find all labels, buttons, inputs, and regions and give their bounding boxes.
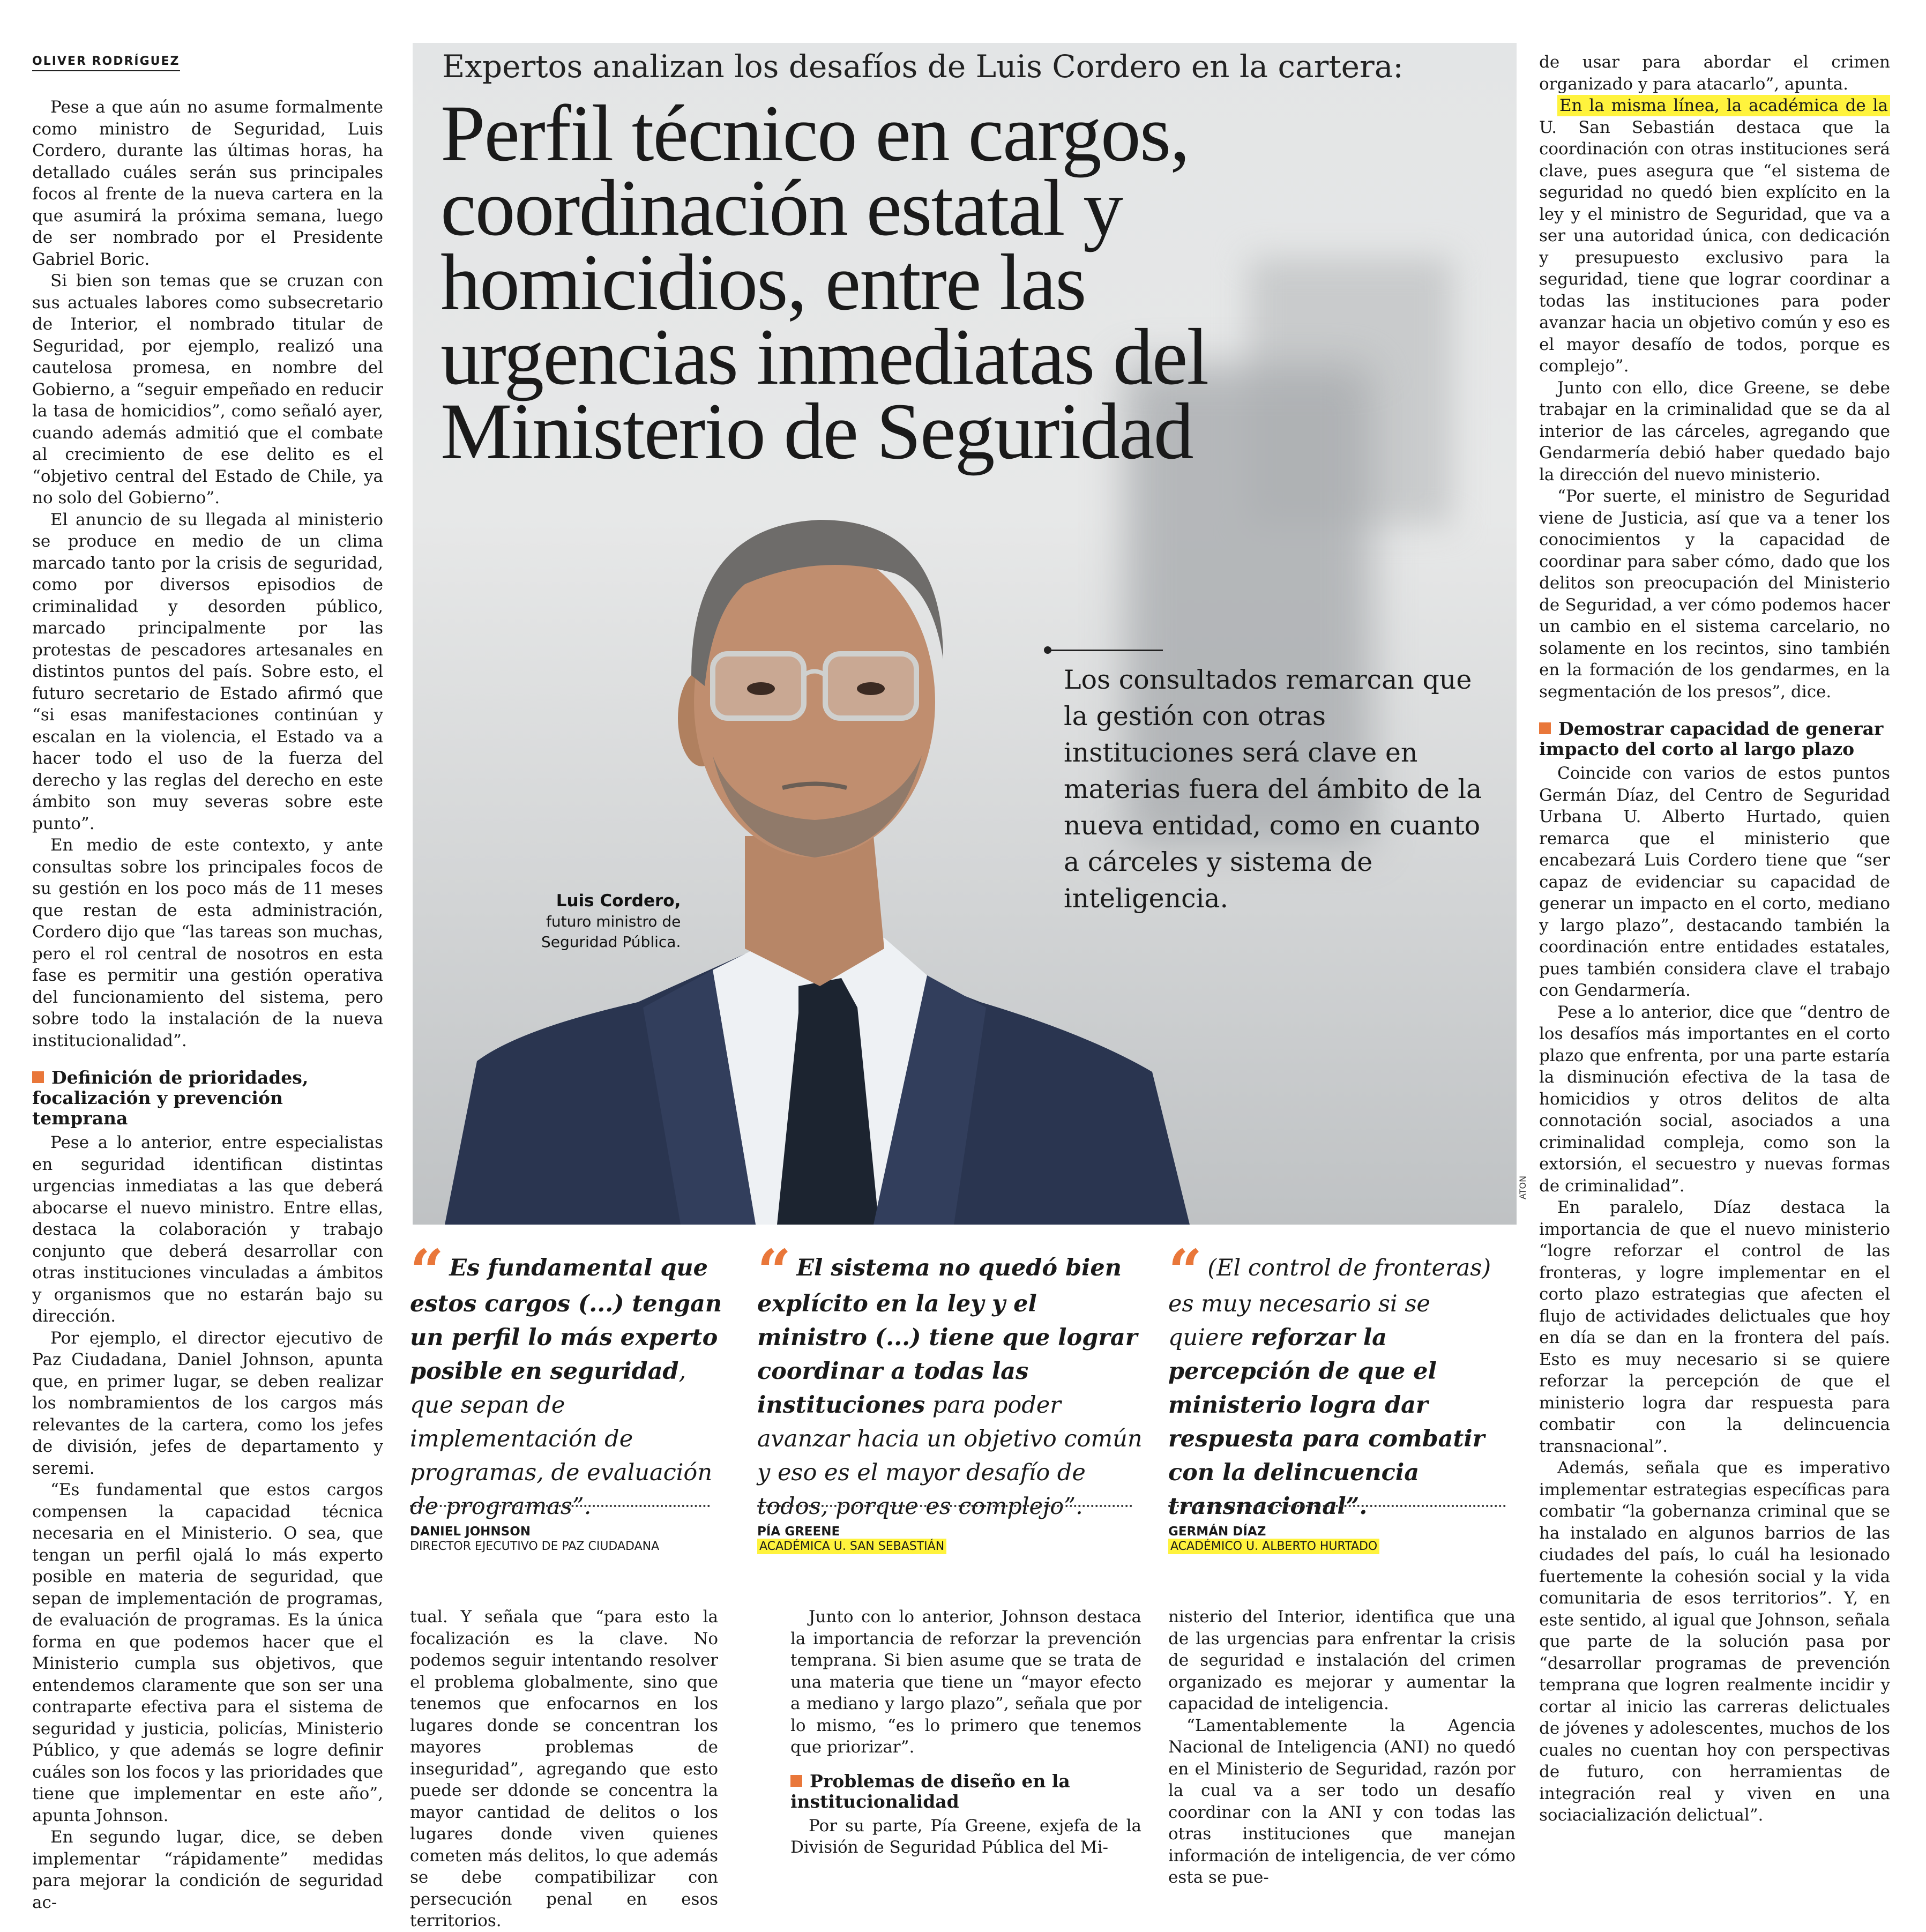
paragraph [1539,95,1890,377]
quote-lead: (El control de fronteras) es muy necesario si se quiere [1168,1255,1491,1351]
quote-attribution [410,1525,659,1554]
paragraph: En medio de este contexto, y ante consultas sobre los principales focos de su gestión en los poco más de 11 meses que restan de esta administración, Cordero dijo que “las tareas son muchas, pero el rol central de nosotros en esta fase es permitir una gestión operativa del funcionamiento del sistema, pero sobre todo la instalación de la nueva institucionalidad”. [32,836,383,1050]
attribution-name: DANIEL JOHNSON [410,1525,531,1539]
subheading-text: Demostrar capacidad de generar impacto del corto al largo plazo [1539,718,1884,759]
subheading-text: Problemas de diseño en la institucionalidad [790,1770,1070,1812]
quote-attribution [1168,1525,1379,1554]
byline: OLIVER RODRÍGUEZ [32,55,180,71]
deck-rule [1048,650,1163,651]
subheading [790,1771,1141,1812]
headline-line: Ministerio de Seguridad [441,387,1193,476]
headline [441,89,1208,476]
deck-text [1064,662,1492,917]
paragraph: “Lamentablemente la Agencia Nacional de Inteligencia (ANI) no quedó en el Ministerio de Seguridad, razón por la cual va a ser todo un desafío coordinar con la ANI y con todas las otras instituciones que manejan información de inteligencia, de ver cómo esta se pue- [1168,1715,1516,1887]
column-4 [1168,1606,1516,1889]
paragraph: nisterio del Interior, identifica que una de las urgencias para enfrentar la crisis de seguridad e instalación del crimen organizado es mejorar y aumentar la capacidad de inteligencia. [1168,1607,1516,1713]
quote-lead: Es fundamental que estos cargos (...) tengan un perfil lo más experto posible en seguridad [410,1255,722,1385]
quote-rule [1168,1505,1506,1507]
caption-name: Luis Cordero, [556,891,681,911]
quote-rule [757,1505,1132,1507]
caption-role: Seguridad Pública. [541,933,681,951]
column-2 [410,1606,718,1932]
column-1 [32,96,383,1913]
paragraph: “Por suerte, el ministro de Seguridad viene de Justicia, así que va a tener los conocimientos y la capacidad de coordinar para saber cómo, dado que los delitos son preocupación del Ministerio de Seguridad, a ver cómo podemos hacer un cambio en el sistema carcelario, no solamente en los recintos, sino también en la formación de los gendarmes, en la segmentación de los presos”, dice. [1539,487,1890,702]
attribution-role: DIRECTOR EJECUTIVO DE PAZ CIUDADANA [410,1540,660,1553]
paragraph: Pese a lo anterior, entre especialistas en seguridad identifican distintas urgencias inmediatas a las que deberá abocarse el nuevo ministro. Entre ellas, destaca la colaboración y trabajo conjunto que deberá desarrollar con otras instituciones vinculadas a ámbitos y organismos que no estarán bajo su dirección. [32,1133,383,1326]
paragraph: Junto con lo anterior, Johnson destaca la importancia de reforzar la prevención temprana. Si bien asume que se trata de una materia que tiene un “mayor efecto a mediano y largo plazo”, señala que por lo mismo, “es lo primero que tenemos que priorizar”. [790,1607,1141,1757]
paragraph: Pese a que aún no asume formalmente como ministro de Seguridad, Luis Cordero, durante las últimas horas, ha detallado cuáles serán sus principales focos al frente de la nueva cartera en la que asumirá la próxima semana, luego de ser nombrado por el Presidente Gabriel Boric. [32,98,383,269]
attribution-role: ACADÉMICA U. SAN SEBASTIÁN [757,1539,946,1554]
paragraph: Junto con ello, dice Greene, se debe trabajar en la criminalidad que se da al interior de las cárceles, agregando que Gendarmería debió haber quedado bajo la dirección del nuevo ministerio. [1539,378,1890,484]
subheading-text: Definición de prioridades, focalización y prevención temprana [32,1067,309,1129]
paragraph: En segundo lugar, dice, se deben implementar “rápidamente” medidas para mejorar la condición de seguridad ac- [32,1827,383,1912]
pull-quote-2 [757,1236,1143,1524]
subheading [32,1068,383,1129]
paragraph: tual. Y señala que “para esto la focalización es la clave. No podemos seguir intentando resolver el problema globalmente, sino que tenemos que enfocarnos en los lugares donde se concentran los mayores problemas de inseguridad”, agregando que esto puede ser ddonde se concentra la mayor cantidad de delitos o los lugares donde viven quienes cometen más delitos, lo que además se debe compatibilizar con persecución penal en esos territorios. [410,1607,718,1930]
attribution-name: PÍA GREENE [757,1525,840,1539]
deck-paragraph: Los consultados remarcan que la gestión con otras instituciones será clave en materias fuera del ámbito de la nueva entidad, como en cuanto a cárceles y sistema de inteligencia. [1064,665,1482,914]
quote-mark-icon: “ [410,1236,444,1306]
subheading [1539,719,1890,759]
headline-line: coordinación estatal y [441,163,1123,252]
attribution-name: GERMÁN DÍAZ [1168,1525,1266,1539]
paragraph: “Es fundamental que estos cargos compensen la capacidad técnica necesaria en el Ministerio. O sea, que tengan un perfil ojalá lo más experto posible en materia de seguridad, que sepan de implementación de programas, de evaluación de programas. Es la única forma en que podemos hacer que el Ministerio cumpla sus objetivos, que entendemos claramente que son ser una contraparte efectiva para el sistema de seguridad y justicia, policías, Ministerio Público, y que además se logre definir cuáles son los focos y las prioridades que tiene que implementar en este año”, apunta Johnson. [32,1480,383,1825]
paragraph: Si bien son temas que se cruzan con sus actuales labores como subsecretario de Interior, el nombrado titular de Seguridad, por ejemplo, realizó una cautelosa promesa, en nombre del Gobierno, a “seguir empeñado en reducir la tasa de homicidios”, como señaló ayer, cuando además admitió que el combate al crecimiento de ese delito es el “objetivo central del Estado de Chile, ya no solo del Gobierno”. [32,271,383,508]
photo-caption [541,891,681,952]
pull-quote-3 [1168,1236,1511,1524]
paragraph-text: U. San Sebastián destaca que la coordinación con otras instituciones será clave, pues asegura que “el sistema de seguridad no quedó bien explícito en la ley y el ministro de Seguridad, que va a ser una autoridad única, con dedicación y presupuesto exclusivo para la seguridad, tiene que lograr coordinar a todas las instituciones para poder avanzar hacia un objetivo común y eso es el mayor desafío de todos, porque es complejo”. [1539,117,1890,376]
paragraph: Pese a lo anterior, dice que “dentro de los desafíos más importantes en el corto plazo que enfrenta, por una parte estaría la disminución efectiva de la tasa de homicidios y otros delitos de alta connotación social, asociados a una criminalidad compleja, como son la extorsión, el secuestro y nuevas formas de criminalidad”. [1539,1002,1890,1196]
headline-line: urgencias inmediatas del [441,312,1208,401]
attribution-role: ACADÉMICO U. ALBERTO HURTADO [1168,1539,1379,1554]
quote-mark-icon: “ [1168,1236,1203,1306]
square-bullet-icon [790,1775,802,1787]
photo-credit: ATON [1518,1175,1528,1199]
quote-attribution [757,1525,946,1554]
quote-rest: reforzar la percepción de que el ministerio logra dar respuesta para combatir con la delincuencia transnacional”. [1168,1324,1485,1520]
highlighted-text: En la misma línea, la académica de la [1557,95,1890,116]
paragraph: Por ejemplo, el director ejecutivo de Paz Ciudadana, Daniel Johnson, apunta que, en primer lugar, se deben realizar los nombramientos de los cargos más relevantes de la cartera, como los jefes de división, jefes de departamento y seremi. [32,1328,383,1478]
paragraph: El anuncio de su llegada al ministerio se produce en medio de un clima marcado tanto por la crisis de seguridad, como por diversos episodios de criminalidad y desorden público, marcado principalmente por las protestas de pescadores artesanales en distintos puntos del país. Sobre esto, el futuro secretario de Estado afirmó que “si esas manifestaciones continúan y escalan en la violencia, el Estado va a hacer todo el uso de la fuerza del derecho y las reglas del derecho en este ámbito son muy severas sobre este punto”. [32,510,383,833]
kicker: Expertos analizan los desafíos de Luis Cordero en la cartera: [442,48,1404,85]
quote-mark-icon: “ [757,1236,792,1306]
paragraph: de usar para abordar el crimen organizado y para atacarlo”, apunta. [1539,53,1890,94]
headline-line: homicidios, entre las [441,238,1086,327]
quote-rule [410,1505,710,1507]
paragraph: Coincide con varios de estos puntos Germán Díaz, del Centro de Seguridad Urbana U. Alberto Hurtado, quien remarca que el ministerio que encabezará Luis Cordero tiene que “ser capaz de evidenciar su capacidad de generar un impacto en el corto, mediano y largo plazo”, destacando también la coordinación entre entidades estatales, pues también considera clave el trabajo con Gendarmería. [1539,764,1890,1000]
column-5 [1539,51,1890,1826]
caption-role: futuro ministro de [546,913,681,930]
paragraph: Por su parte, Pía Greene, exjefa de la División de Seguridad Pública del Mi- [790,1816,1141,1857]
square-bullet-icon [1539,722,1551,734]
paragraph: En paralelo, Díaz destaca la importancia de que el nuevo ministerio “logre reforzar el control de las fronteras, y logre implementar en el corto plazo estrategias que afecten el flujo de actividades delictuales que hoy en día se dan en la frontera del país. Esto es muy necesario si se quiere reforzar la percepción de que el ministerio logra dar respuesta para combatir con la delincuencia transnacional”. [1539,1198,1890,1456]
square-bullet-icon [32,1071,44,1083]
pull-quote-1 [410,1236,731,1524]
quote-rest: para poder avanzar hacia un objetivo común y eso es el mayor desafío de todos, porque es complejo”. [757,1392,1143,1520]
quote-rest: , que sepan de implementación de programas, de evaluación de programas”. [410,1358,713,1520]
headline-line: Perfil técnico en cargos, [441,89,1189,178]
column-3 [790,1606,1141,1859]
paragraph: Además, señala que es imperativo implementar estrategias específicas para combatir “la gobernanza criminal que se ha instalado en algunos barrios de las ciudades del país, lo cuál ha lesionado fuertemente la cohesión social y la vida comunitaria de esos territorios”. Y, en este sentido, al igual que Johnson, señala que parte de la solución pasa por “desarrollar programas de prevención temprana que logren realmente incidir y cortar al inicio las carreras delictuales de jóvenes y adolescentes, muchos de los cuales no cuentan hoy con perspectivas de futuro, con herramientas de integración real y viven en una sociacialización delictual”. [1539,1458,1890,1825]
quote-lead: El sistema no quedó bien explícito en la ley y el ministro (...) tiene que lograr coordinar a todas las instituciones [757,1255,1138,1419]
